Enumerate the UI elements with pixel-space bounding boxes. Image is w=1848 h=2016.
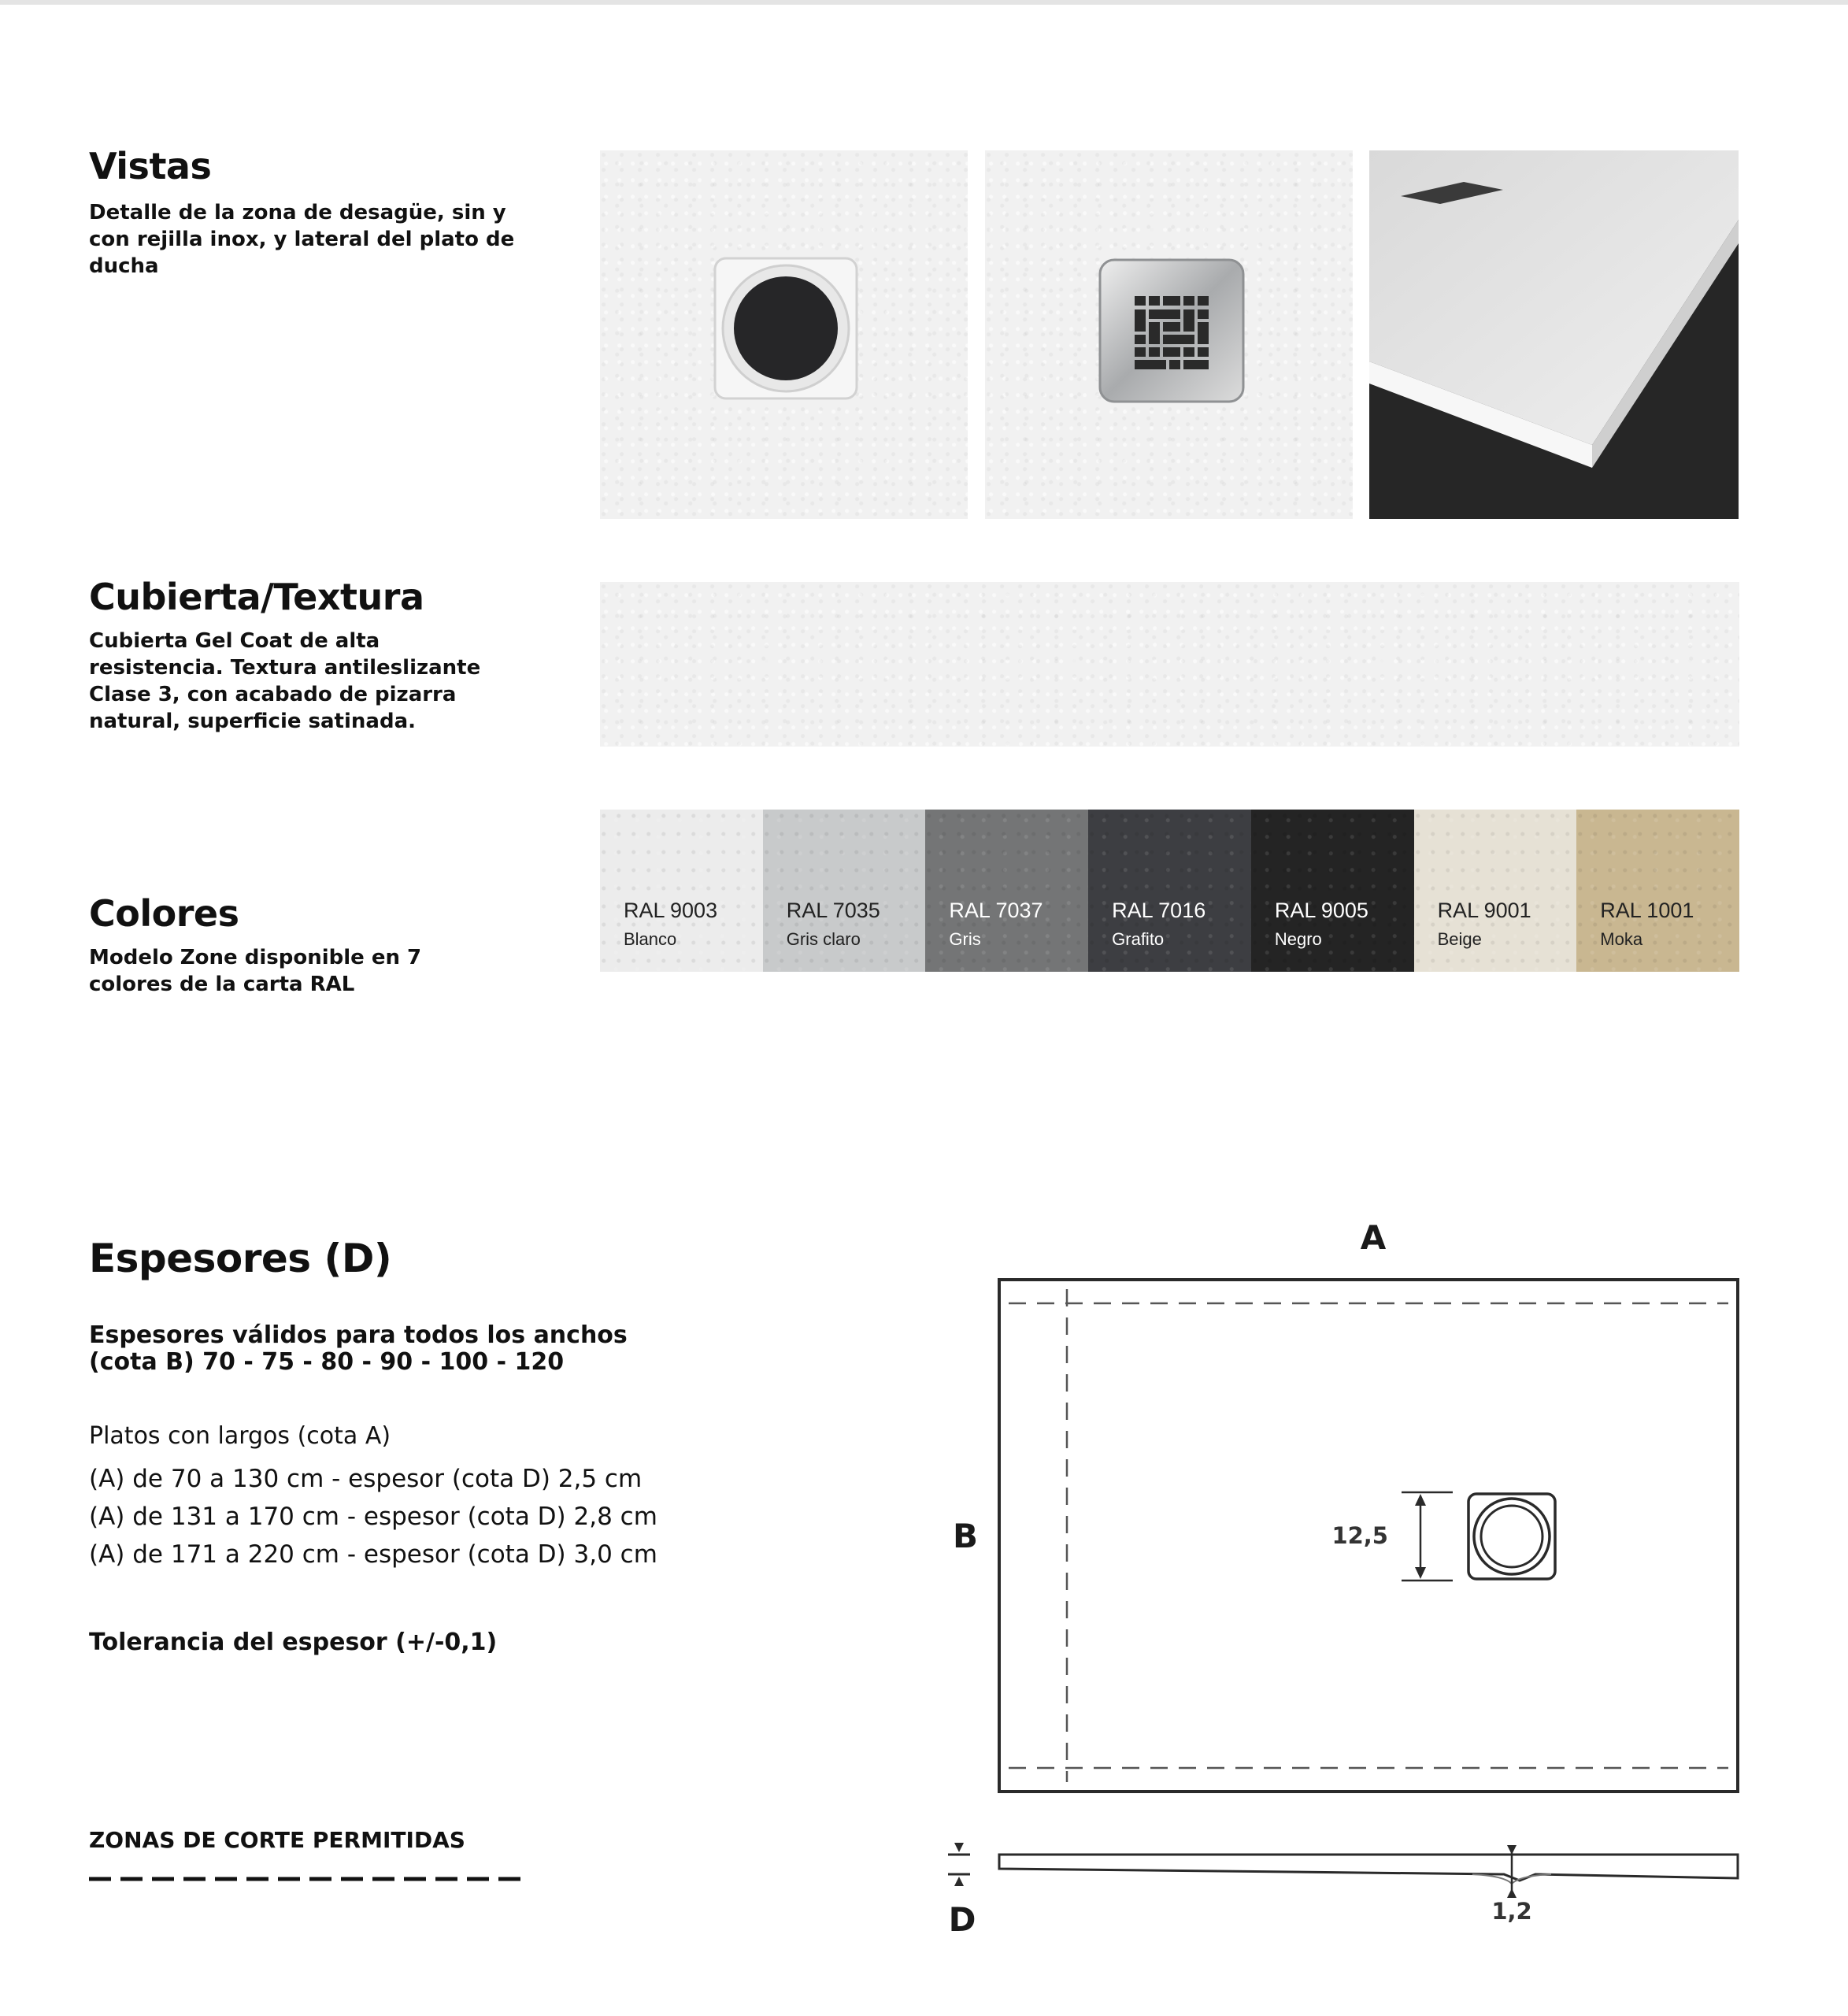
espesores-valid-line1: Espesores válidos para todos los anchos: [89, 1321, 628, 1349]
zonas-corte-label: ZONAS DE CORTE PERMITIDAS: [89, 1827, 465, 1853]
dimension-label-d: D: [948, 1900, 976, 1939]
color-swatch: [925, 810, 1088, 972]
colores-title: Colores: [89, 892, 239, 935]
top-divider: [0, 0, 1848, 5]
espesor-row-1: (A) de 70 a 130 cm - espesor (cota D) 2,5 cm: [89, 1465, 643, 1493]
vistas-description: Detalle de la zona de desagüe, sin y con rejilla inox, y lateral del plato de ducha: [89, 201, 515, 278]
dashed-cut-line-legend: [89, 1875, 530, 1883]
cubierta-title: Cubierta/Textura: [89, 576, 424, 618]
drain-dimension-label: 12,5: [1331, 1522, 1388, 1549]
color-swatch: [1251, 810, 1414, 972]
swatch-color-name: Negro: [1274, 929, 1322, 949]
swatch-color-name: Grafito: [1112, 929, 1165, 949]
colores-description: Modelo Zone disponible en 7 colores de la carta RAL: [89, 946, 422, 996]
swatch-color-name: Gris: [949, 929, 981, 949]
texture-sample-image: [600, 582, 1739, 747]
drain-with-inox-grate-image: [985, 150, 1353, 519]
swatch-color-name: Gris claro: [786, 929, 861, 949]
color-swatch: [1414, 810, 1577, 972]
espesores-title: Espesores (D): [89, 1236, 392, 1281]
color-swatch: [1088, 810, 1251, 972]
drain-without-grate-image: [600, 150, 968, 519]
swatch-ral-code: RAL 7037: [949, 899, 1043, 922]
slope-dimension-label: 1,2: [1491, 1898, 1532, 1925]
swatch-ral-code: RAL 1001: [1600, 899, 1694, 922]
shower-tray-technical-drawing: [929, 1213, 1748, 1953]
espesor-row-3: (A) de 171 a 220 cm - espesor (cota D) 3,0 cm: [89, 1540, 657, 1569]
dimension-label-a: A: [1360, 1218, 1387, 1257]
dimension-label-b: B: [952, 1517, 979, 1555]
cubierta-description: Cubierta Gel Coat de alta resistencia. Textura antileslizante Clase 3, con acabado de pizarra natural, superficie satinada.: [89, 629, 481, 733]
vistas-title: Vistas: [89, 145, 212, 187]
color-swatch: [763, 810, 926, 972]
platos-heading: Platos con largos (cota A): [89, 1422, 391, 1450]
swatch-ral-code: RAL 7035: [786, 899, 880, 922]
swatch-color-name: Moka: [1600, 929, 1643, 949]
swatch-color-name: Blanco: [624, 929, 677, 949]
swatch-ral-code: RAL 9003: [624, 899, 718, 922]
tolerance-text: Tolerancia del espesor (+/-0,1): [89, 1629, 498, 1656]
color-swatch: [600, 810, 763, 972]
espesor-row-2: (A) de 131 a 170 cm - espesor (cota D) 2,8 cm: [89, 1503, 657, 1531]
swatch-color-name: Beige: [1437, 929, 1482, 949]
espesores-valid-line2: (cota B) 70 - 75 - 80 - 90 - 100 - 120: [89, 1348, 565, 1376]
color-swatch: [1576, 810, 1739, 972]
shower-tray-side-view-image: [1369, 150, 1739, 519]
swatch-ral-code: RAL 9001: [1437, 899, 1531, 922]
swatch-ral-code: RAL 7016: [1112, 899, 1206, 922]
swatch-ral-code: RAL 9005: [1274, 899, 1368, 922]
